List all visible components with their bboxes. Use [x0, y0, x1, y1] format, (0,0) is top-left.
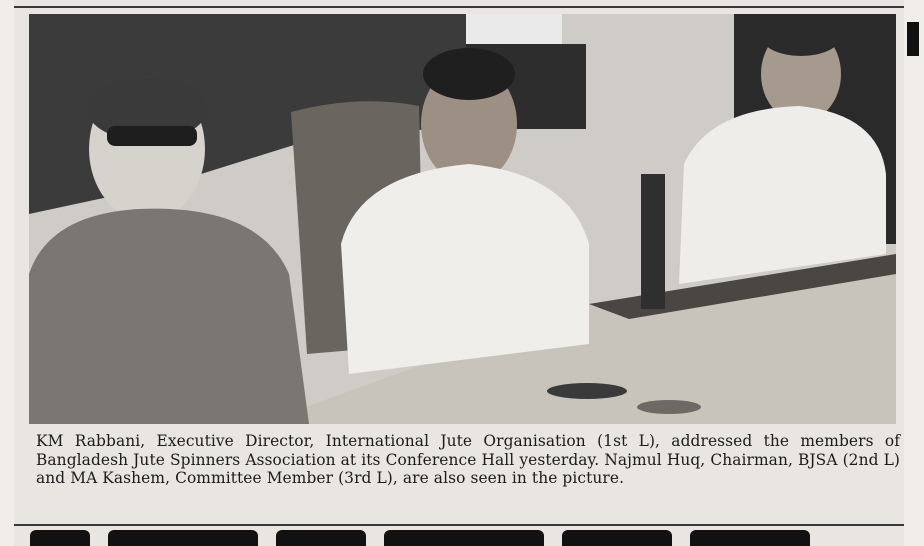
newspaper-photo-icon: [29, 14, 896, 424]
news-photo: [29, 14, 896, 424]
right-margin: [904, 0, 924, 546]
adjacent-column-letter: [907, 22, 919, 56]
bottom-rule: [14, 524, 904, 526]
photo-caption: KM Rabbani, Executive Director, International Jute Organisation (1st L), addressed the members of Bangladesh Jute Spinners Association at its Conference Hall yesterday. Najmul Huq, Chairman, BJSA (2nd L) and MA Kashem, Committee Member (3rd L), are also seen in the picture.: [36, 432, 900, 488]
top-rule: [14, 6, 904, 8]
next-headline-fragment: [30, 530, 900, 546]
left-margin: [0, 0, 14, 546]
